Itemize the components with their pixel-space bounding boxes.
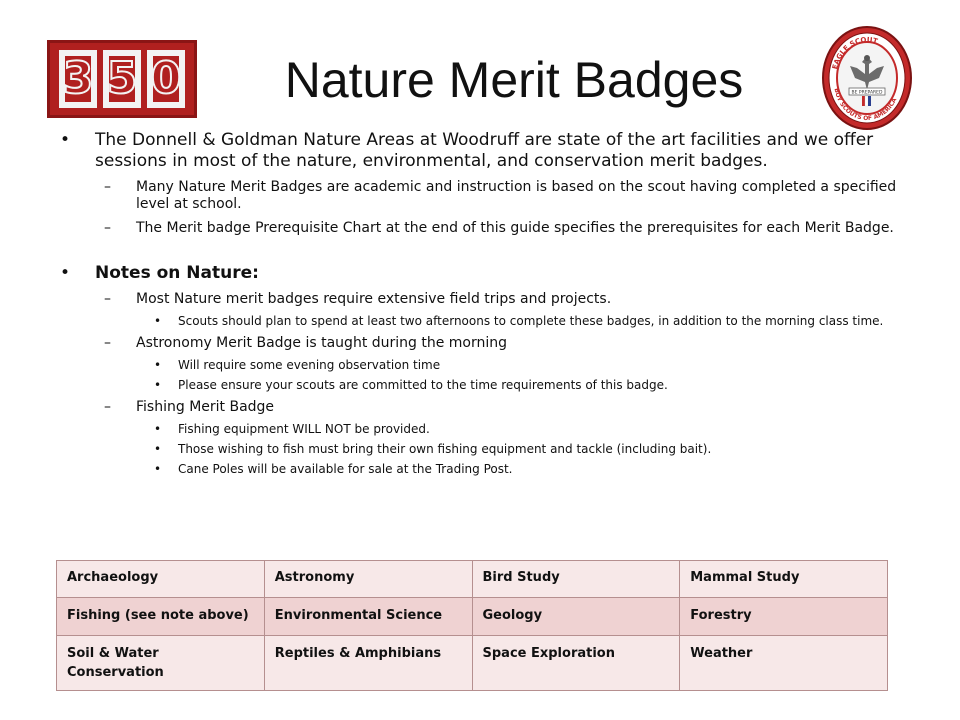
table-cell: Weather (680, 636, 888, 691)
sub-sub-bullet-text: Fishing equipment WILL NOT be provided. (178, 422, 430, 436)
bullet-dot-icon: • (154, 314, 162, 328)
sub-bullet-item (60, 291, 910, 308)
table-cell: Astronomy (264, 561, 472, 598)
slide-body (60, 130, 910, 476)
dash-icon: – (104, 220, 111, 236)
table-cell: Mammal Study (680, 561, 888, 598)
eagle-scout-patch-logo (822, 26, 912, 130)
eagle-scroll-text: BE PREPARED (851, 90, 883, 96)
bullet-dot-icon: • (154, 378, 162, 392)
svg-text:EAGLE SCOUT: EAGLE SCOUT (830, 35, 879, 71)
sub-bullet-text: Most Nature merit badges require extensive field trips and projects. (136, 291, 612, 307)
table-cell: Reptiles & Amphibians (264, 636, 472, 691)
sub-bullet-text: Astronomy Merit Badge is taught during the morning (136, 335, 508, 351)
table-cell: Space Exploration (472, 636, 680, 691)
sub-bullet-text: Many Nature Merit Badges are academic and instruction is based on the scout having completed a specified level at school. (136, 179, 897, 212)
table-row (57, 598, 888, 636)
patch-digit: 5 (103, 50, 141, 108)
sub-bullet-text: The Merit badge Prerequisite Chart at the end of this guide specifies the prerequisites for each Merit Badge. (136, 220, 894, 236)
table-row (57, 561, 888, 598)
bullet-dot-icon: • (154, 358, 162, 372)
sub-bullet-item (60, 399, 910, 416)
patch-digit: 0 (147, 50, 185, 108)
table-cell: Soil & Water Conservation (57, 636, 265, 691)
bullet-heading: Notes on Nature: (95, 263, 259, 283)
dash-icon: – (104, 179, 111, 195)
bullet-dot-icon: • (154, 442, 162, 456)
table-cell: Geology (472, 598, 680, 636)
bullet-text: The Donnell & Goldman Nature Areas at Woodruff are state of the art facilities and we offer sessions in most of the nature, environmental, and conservation merit badges. (95, 130, 874, 171)
svg-text:BOY SCOUTS OF AMERICA: BOY SCOUTS OF AMERICA (832, 87, 899, 123)
sub-sub-bullet-item (60, 378, 910, 392)
table-cell: Forestry (680, 598, 888, 636)
sub-sub-bullet-text: Please ensure your scouts are committed to the time requirements of this badge. (178, 378, 668, 392)
sub-sub-bullet-text: Cane Poles will be available for sale at the Trading Post. (178, 462, 513, 476)
dash-icon: – (104, 291, 111, 307)
bullet-item (60, 130, 910, 172)
bullet-item (60, 263, 910, 284)
bullet-dot-icon: • (154, 422, 162, 436)
table-cell: Environmental Science (264, 598, 472, 636)
sub-sub-bullet-text: Will require some evening observation time (178, 358, 441, 372)
page-title: Nature Merit Badges (284, 52, 744, 108)
sub-bullet-item (60, 335, 910, 352)
bullet-dot-icon: • (154, 462, 162, 476)
merit-badge-table (56, 560, 888, 691)
table-cell: Bird Study (472, 561, 680, 598)
bullet-dot-icon: • (60, 130, 71, 150)
dash-icon: – (104, 399, 111, 415)
patch-digit: 3 (59, 50, 97, 108)
sub-sub-bullet-item (60, 442, 910, 456)
sub-sub-bullet-item (60, 462, 910, 476)
sub-bullet-item (60, 179, 910, 213)
sub-sub-bullet-item (60, 314, 910, 328)
sub-sub-bullet-item (60, 358, 910, 372)
350-patch-logo (47, 40, 197, 118)
sub-sub-bullet-text: Scouts should plan to spend at least two afternoons to complete these badges, in addition to the morning class time. (178, 314, 884, 328)
sub-sub-bullet-text: Those wishing to fish must bring their own fishing equipment and tackle (including bait). (178, 442, 712, 456)
table-cell: Archaeology (57, 561, 265, 598)
sub-bullet-item (60, 220, 910, 237)
bullet-dot-icon: • (60, 263, 71, 283)
sub-bullet-text: Fishing Merit Badge (136, 399, 275, 415)
table-cell: Fishing (see note above) (57, 598, 265, 636)
table-row (57, 636, 888, 691)
sub-sub-bullet-item (60, 422, 910, 436)
dash-icon: – (104, 335, 111, 351)
